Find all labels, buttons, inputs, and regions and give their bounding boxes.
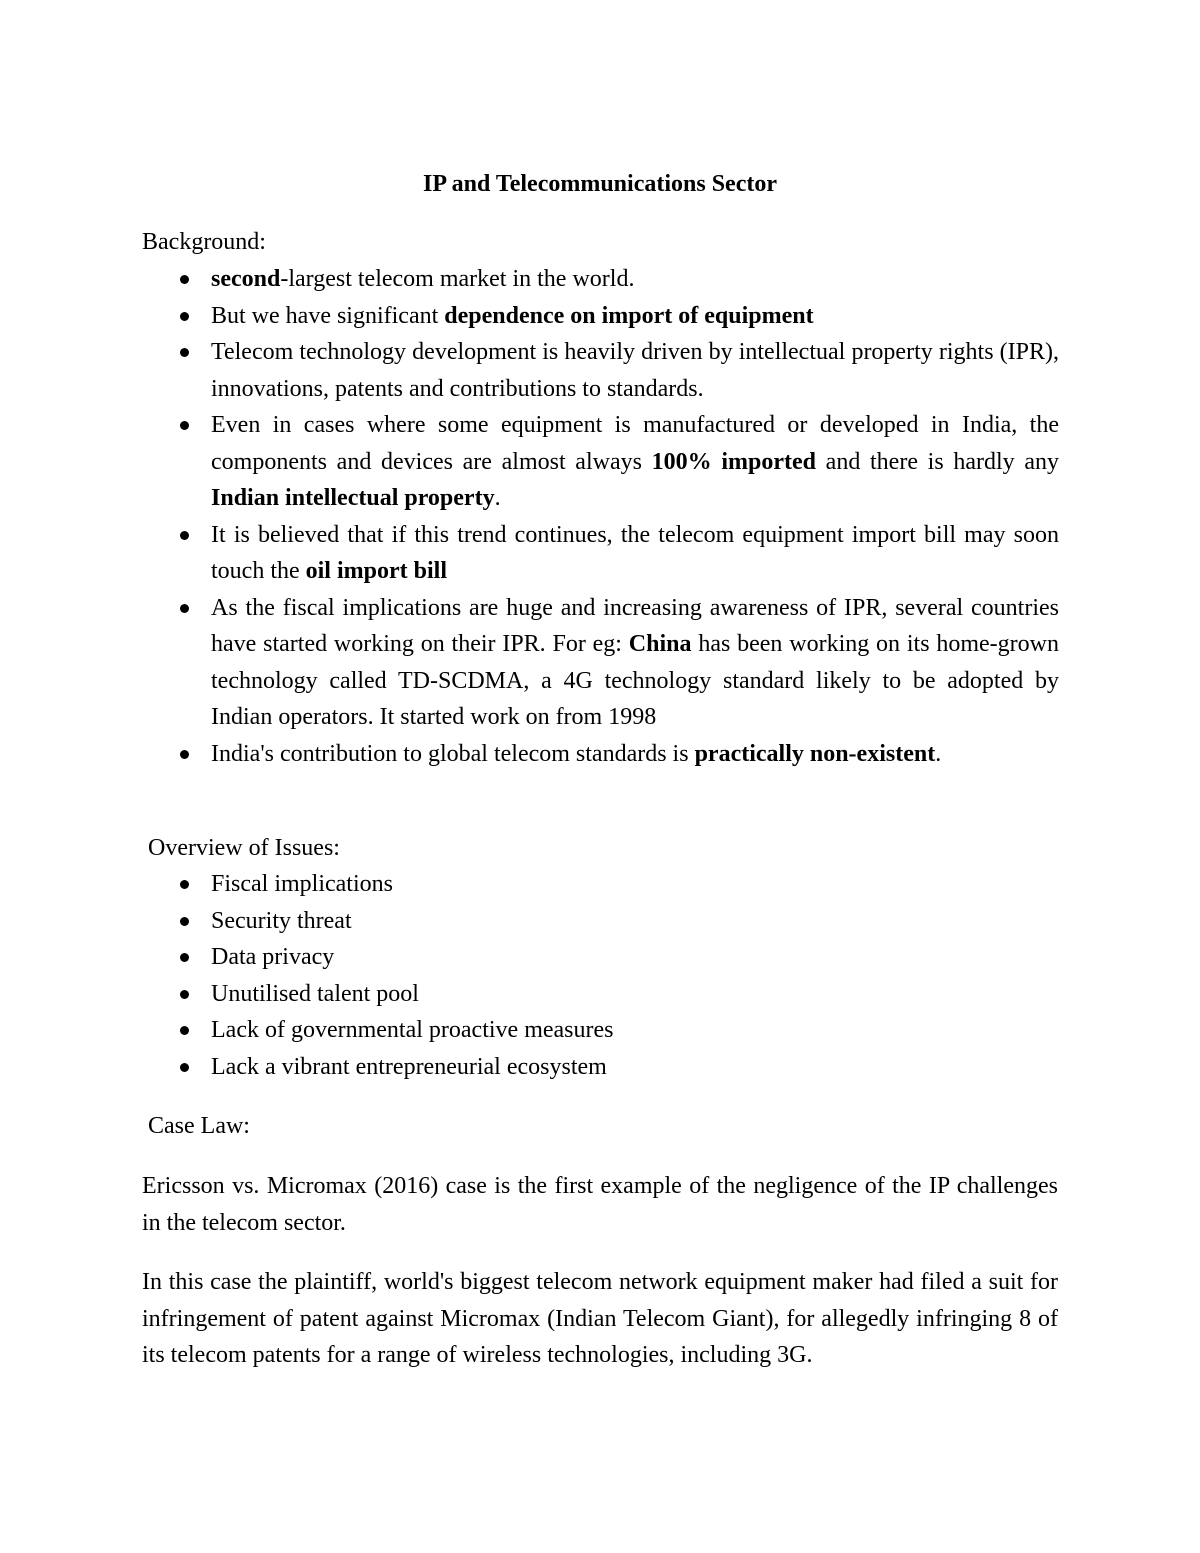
item-text: has been working on its home-grown technology called TD-SCDMA, a 4G technology standard likely to be adopted by Indian operators. It started work on from 1998	[211, 631, 1059, 730]
list-item	[0, 866, 1059, 903]
case-law-heading: Case Law:	[148, 1113, 250, 1139]
bold-text: practically non-existent	[694, 740, 936, 767]
list-item	[0, 590, 1059, 736]
list-item	[0, 1049, 1059, 1086]
issues-heading: Overview of Issues:	[148, 835, 340, 861]
bullet-icon	[180, 917, 189, 926]
item-text: and there is hardly any	[815, 448, 1059, 475]
background-list	[0, 261, 1200, 772]
item-text: As the fiscal implications are huge and increasing awareness of IPR, several countries have started working on their IPR. For eg:	[211, 594, 1059, 657]
list-item	[0, 903, 1059, 940]
bold-text: dependence on import of equipment	[444, 302, 814, 329]
list-item	[0, 939, 1059, 976]
list-item	[0, 736, 1059, 773]
item-text: -largest telecom market in the world.	[280, 266, 635, 292]
list-item	[0, 1012, 1059, 1049]
item-text: Security threat	[211, 907, 352, 934]
bullet-icon	[180, 348, 189, 357]
issues-list	[0, 866, 1200, 1085]
item-text: Lack of governmental proactive measures	[211, 1017, 614, 1043]
list-item	[0, 517, 1059, 590]
bold-text: second	[211, 266, 281, 292]
bullet-icon	[180, 312, 189, 321]
list-item	[0, 407, 1059, 517]
bullet-icon	[180, 275, 189, 284]
bullet-icon	[180, 750, 189, 759]
bullet-icon	[180, 990, 189, 999]
list-item	[0, 261, 1059, 298]
item-text: But we have significant	[211, 302, 445, 329]
item-text: Unutilised talent pool	[211, 980, 419, 1007]
item-text: It is believed that if this trend continues, the telecom equipment import bill may soon touch the	[211, 521, 1059, 584]
list-item	[0, 298, 1059, 335]
bullet-icon	[180, 953, 189, 962]
bullet-icon	[180, 1063, 189, 1072]
bold-text: Indian intellectual property	[211, 485, 495, 511]
item-text: .	[935, 740, 942, 767]
item-text: Data privacy	[211, 944, 335, 970]
bullet-icon	[180, 421, 189, 430]
bullet-icon	[180, 880, 189, 889]
document-title: IP and Telecommunications Sector	[422, 171, 777, 197]
list-item	[0, 334, 1059, 407]
item-text: India's contribution to global telecom standards is	[211, 740, 695, 767]
item-text: Lack a vibrant entrepreneurial ecosystem	[211, 1053, 607, 1080]
bullet-icon	[180, 1026, 189, 1035]
item-text: Even in cases where some equipment is manufactured or developed in India, the components and devices are almost always	[211, 412, 1059, 475]
bullet-icon	[180, 531, 189, 540]
case-law-paragraph: Ericsson vs. Micromax (2016) case is the first example of the negligence of the IP challenges in the telecom sector.	[142, 1173, 1058, 1236]
background-heading: Background:	[142, 229, 266, 255]
item-text: Telecom technology development is heavily driven by intellectual property rights (IPR), innovations, patents and contributions to standards.	[211, 339, 1059, 402]
bold-text: China	[628, 631, 692, 657]
bold-text: oil import bill	[305, 558, 447, 584]
case-law-paragraph: In this case the plaintiff, world's biggest telecom network equipment maker had filed a suit for infringement of patent against Micromax (Indian Telecom Giant), for allegedly infringing 8 of its telecom patents for a range of wireless technologies, including 3G.	[142, 1269, 1058, 1368]
item-text: Fiscal implications	[211, 871, 393, 897]
item-text: .	[494, 485, 501, 511]
bullet-icon	[180, 604, 189, 613]
bold-text: 100% imported	[651, 448, 816, 475]
list-item	[0, 976, 1059, 1013]
